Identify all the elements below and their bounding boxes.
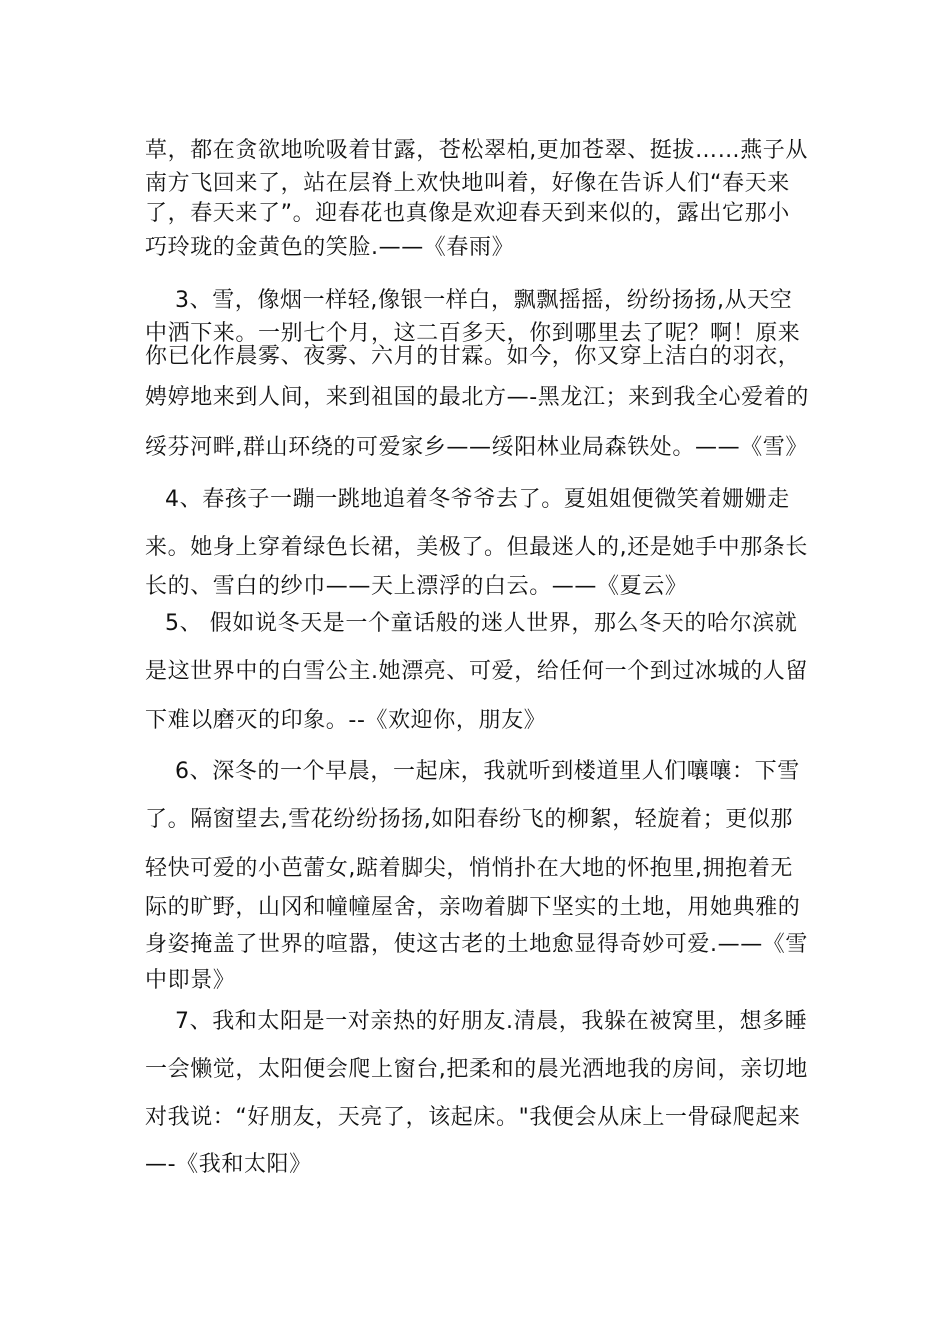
text-line: 一会懒觉，太阳便会爬上窗台,把柔和的晨光洒地我的房间，亲切地 xyxy=(145,1057,808,1082)
text-line: 绥芬河畔,群山环绕的可爱家乡——绥阳林业局森铁处。——《雪》 xyxy=(145,435,808,460)
text-line: 身姿掩盖了世界的喧嚣，使这古老的土地愈显得奇妙可爱.——《雪 xyxy=(145,932,808,957)
text-line: 轻快可爱的小芭蕾女,踮着脚尖，悄悄扑在大地的怀抱里,拥抱着无 xyxy=(145,856,793,881)
text-line: 是这世界中的白雪公主.她漂亮、可爱，给任何一个到过冰城的人留 xyxy=(145,659,808,684)
text-line: —-《我和太阳》 xyxy=(145,1152,312,1177)
text-line: 际的旷野，山冈和幢幢屋舍，亲吻着脚下坚实的土地，用她典雅的 xyxy=(145,895,801,920)
text-line: 7、我和太阳是一对亲热的好朋友.清晨，我躲在被窝里，想多睡 xyxy=(175,1009,808,1034)
text-line: 3、雪，像烟一样轻,像银一样白，飘飘摇摇，纷纷扬扬,从天空 xyxy=(175,288,793,313)
text-line: 6、深冬的一个早晨，一起床，我就听到楼道里人们嚷嚷：下雪 xyxy=(175,759,800,784)
text-line: 4、春孩子一蹦一跳地追着冬爷爷去了。夏姐姐便微笑着姗姗走 xyxy=(165,487,790,512)
text-line: 了。隔窗望去,雪花纷纷扬扬,如阳春纷飞的柳絮，轻旋着；更似那 xyxy=(145,807,793,832)
text-line: 娉婷地来到人间，来到祖国的最北方—-黑龙江；来到我全心爱着的 xyxy=(145,385,809,410)
text-line: 你已化作晨雾、夜雾、六月的甘霖。如今，你又穿上洁白的羽衣， xyxy=(145,344,801,369)
text-line: 长的、雪白的纱巾——天上漂浮的白云。——《夏云》 xyxy=(145,574,688,599)
text-line: 草，都在贪欲地吮吸着甘露，苍松翠柏,更加苍翠、挺拔……燕子从 xyxy=(145,138,808,163)
text-line: 南方飞回来了，站在层脊上欢快地叫着，好像在告诉人们“春天来 xyxy=(145,171,790,196)
text-line: 对我说：“好朋友，天亮了，该起床。"我便会从床上一骨碌爬起来 xyxy=(145,1105,801,1130)
text-line: 中即景》 xyxy=(145,968,236,993)
text-line: 下难以磨灭的印象。--《欢迎你，朋友》 xyxy=(145,708,547,733)
text-line: 中洒下来。一别七个月，这二百多天，你到哪里去了呢？啊！原来 xyxy=(145,321,801,346)
text-line: 5、 假如说冬天是一个童话般的迷人世界，那么冬天的哈尔滨就 xyxy=(165,611,798,636)
text-line: 巧玲珑的金黄色的笑脸.——《春雨》 xyxy=(145,235,515,260)
text-line: 来。她身上穿着绿色长裙，美极了。但最迷人的,还是她手中那条长 xyxy=(145,535,808,560)
text-line: 了，春天来了”。迎春花也真像是欢迎春天到来似的，露出它那小 xyxy=(145,201,790,226)
